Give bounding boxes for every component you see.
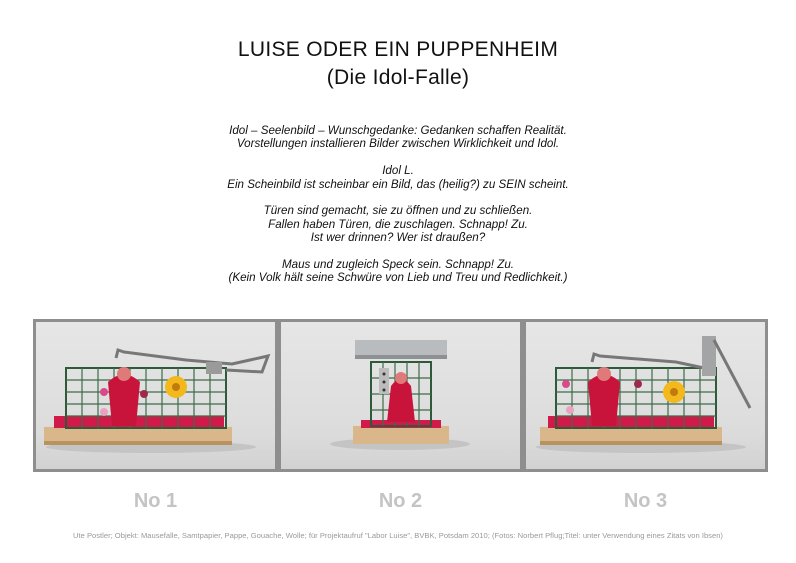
photo-no-2 — [281, 322, 520, 469]
poem-line: Vorstellungen installieren Bilder zwischen Wirklichkeit und Idol. — [236, 137, 560, 151]
poem-line: Idol L. — [382, 164, 414, 178]
poem-line: Fallen haben Türen, die zuschlagen. Schnapp! Zu. — [268, 217, 528, 231]
credits-caption: Ute Postler; Objekt: Mausefalle, Samtpapier, Pappe, Gouache, Wolle; für Projektaufruf "Labor Luise", BVBK, Potsdam 2010; (Fotos: Norbert Pflug;Titel: unter Verwendung eines Zitats von Ibsen) — [73, 531, 723, 540]
poem-stanza — [0, 258, 796, 285]
photo-label-no-3: No 3 — [623, 490, 668, 512]
page-title: LUISE ODER EIN PUPPENHEIM — [237, 38, 559, 61]
poem-stanza — [0, 164, 796, 191]
poem-stanza — [0, 204, 796, 244]
photo-label-no-1: No 1 — [133, 490, 178, 512]
photo-label-no-2: No 2 — [378, 490, 423, 512]
photo-no-1 — [36, 322, 275, 469]
photo-no-3 — [526, 322, 765, 469]
poem-line: Idol – Seelenbild – Wunschgedanke: Gedanken schaffen Realität. — [229, 124, 567, 137]
poem-line: Ist wer drinnen? Wer ist draußen? — [310, 231, 486, 245]
page-subtitle: (Die Idol-Falle) — [326, 66, 470, 89]
photo-strip — [33, 319, 768, 472]
poem-line: (Kein Volk hält seine Schwüre von Lieb und Treu und Redlichkeit.) — [228, 271, 568, 285]
mousetrap-photo-icon — [526, 322, 765, 469]
poem — [0, 124, 796, 298]
poem-line: Türen sind gemacht, sie zu öffnen und zu schließen. — [263, 204, 533, 218]
mousetrap-photo-icon — [281, 322, 520, 469]
poem-line: Ein Scheinbild ist scheinbar ein Bild, das (heilig?) zu SEIN scheint. — [227, 177, 569, 191]
mousetrap-photo-icon — [36, 322, 275, 469]
poem-stanza — [0, 124, 796, 151]
poem-line: Maus und zugleich Speck sein. Schnapp! Zu. — [281, 258, 514, 272]
